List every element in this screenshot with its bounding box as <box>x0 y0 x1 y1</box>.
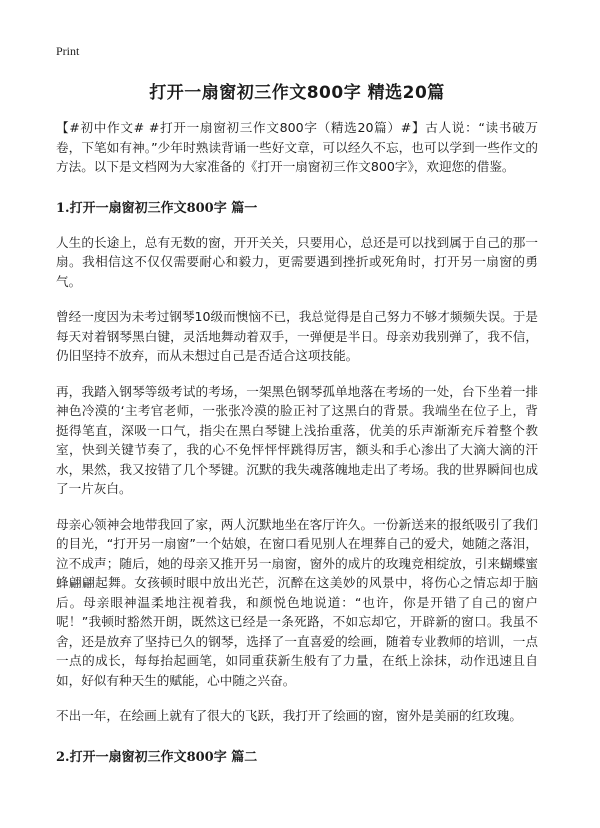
intro-tag: 【#初中作文# #打开一扇窗初三作文800字（精选20篇）#】 <box>56 120 426 135</box>
section-1-paragraph-4: 母亲心领神会地带我回了家，两人沉默地坐在客厅许久。一份新送来的报纸吸引了我们的目光，“打开另一扇窗”一个姑娘，在窗口看见别人在埋葬自己的爱犬，她随之落泪，泣不成声；随后，她的母亲又推开另一扇窗，窗外的成片的玫瑰竞相绽放，引来蝴蝶蜜蜂翩翩起舞。女孩顿时眼中放出光芒，沉醉在这美妙的风景中，将伤心之情忘却于脑后。母亲眼神温柔地注视着我，和颜悦色地说道：“也许，你是开错了自己的窗户呢！”我顿时豁然开朗，既然这已经是一条死路，不如忘却它，开辟新的窗口。我虽不舍，还是放弃了坚持已久的钢琴，选择了一直喜爱的绘画，随着专业教师的培训，一点一点的成长，每每抬起画笔，如同重获新生般有了力量，在纸上涂抹，动作迅速且自如，好似有种天生的赋能，心中随之兴奋。 <box>56 516 538 688</box>
section-1-paragraph-2: 曾经一度因为未考过钢琴10级而懊恼不已，我总觉得是自己努力不够才频频失误。于是每天对着钢琴黑白键，灵活地舞动着双手，一弹便是半日。母亲劝我别弹了，我不信，仍旧坚持不放弃，而从未想过自己是否适合这项技能。 <box>56 309 538 363</box>
section-heading-1: 1.打开一扇窗初三作文800字 篇一 <box>56 200 258 216</box>
document-title: 打开一扇窗初三作文800字 精选20篇 <box>149 83 445 103</box>
section-1-paragraph-1: 人生的长途上，总有无数的窗，开开关关，只要用心，总还是可以找到属于自己的那一扇。我相信这不仅仅需要耐心和毅力，更需要遇到挫折或死角时，打开另一扇窗的勇气。 <box>56 234 538 289</box>
section-heading-2: 2.打开一扇窗初三作文800字 篇二 <box>56 749 258 765</box>
intro-paragraph <box>56 118 538 177</box>
section-1-paragraph-3: 再，我踏入钢琴等级考试的考场，一架黑色钢琴孤单地落在考场的一处，台下坐着一排神色冷漠的‘主考官老师，一张张冷漠的脸正衬了这黑白的背景。我端坐在位子上，背挺得笔直，深吸一口气，指尖在黑白琴键上浅抬重落，优美的乐声渐渐充斥着整个教室，快到关键节奏了，我的心不免怦怦怦跳得厉害，额头和手心渗出了大滴大滴的汗水，果然，我又按错了几个琴键。沉默的我失魂落魄地走出了考场。我的世界瞬间也成了一片灰白。 <box>56 383 538 496</box>
section-1-paragraph-5: 不出一年，在绘画上就有了很大的飞跃，我打开了绘画的窗，窗外是美丽的红玫瑰。 <box>56 708 522 723</box>
intro-text: 古人说：“读书破万卷，下笔如有神。”少年时熟读背诵一些好文章，可以经久不忘，也可以学到一些作文的方法。以下是文档网为大家准备的《打开一扇窗初三作文800字》，欢迎您的借鉴。 <box>56 120 538 174</box>
print-label: Print <box>56 44 80 58</box>
